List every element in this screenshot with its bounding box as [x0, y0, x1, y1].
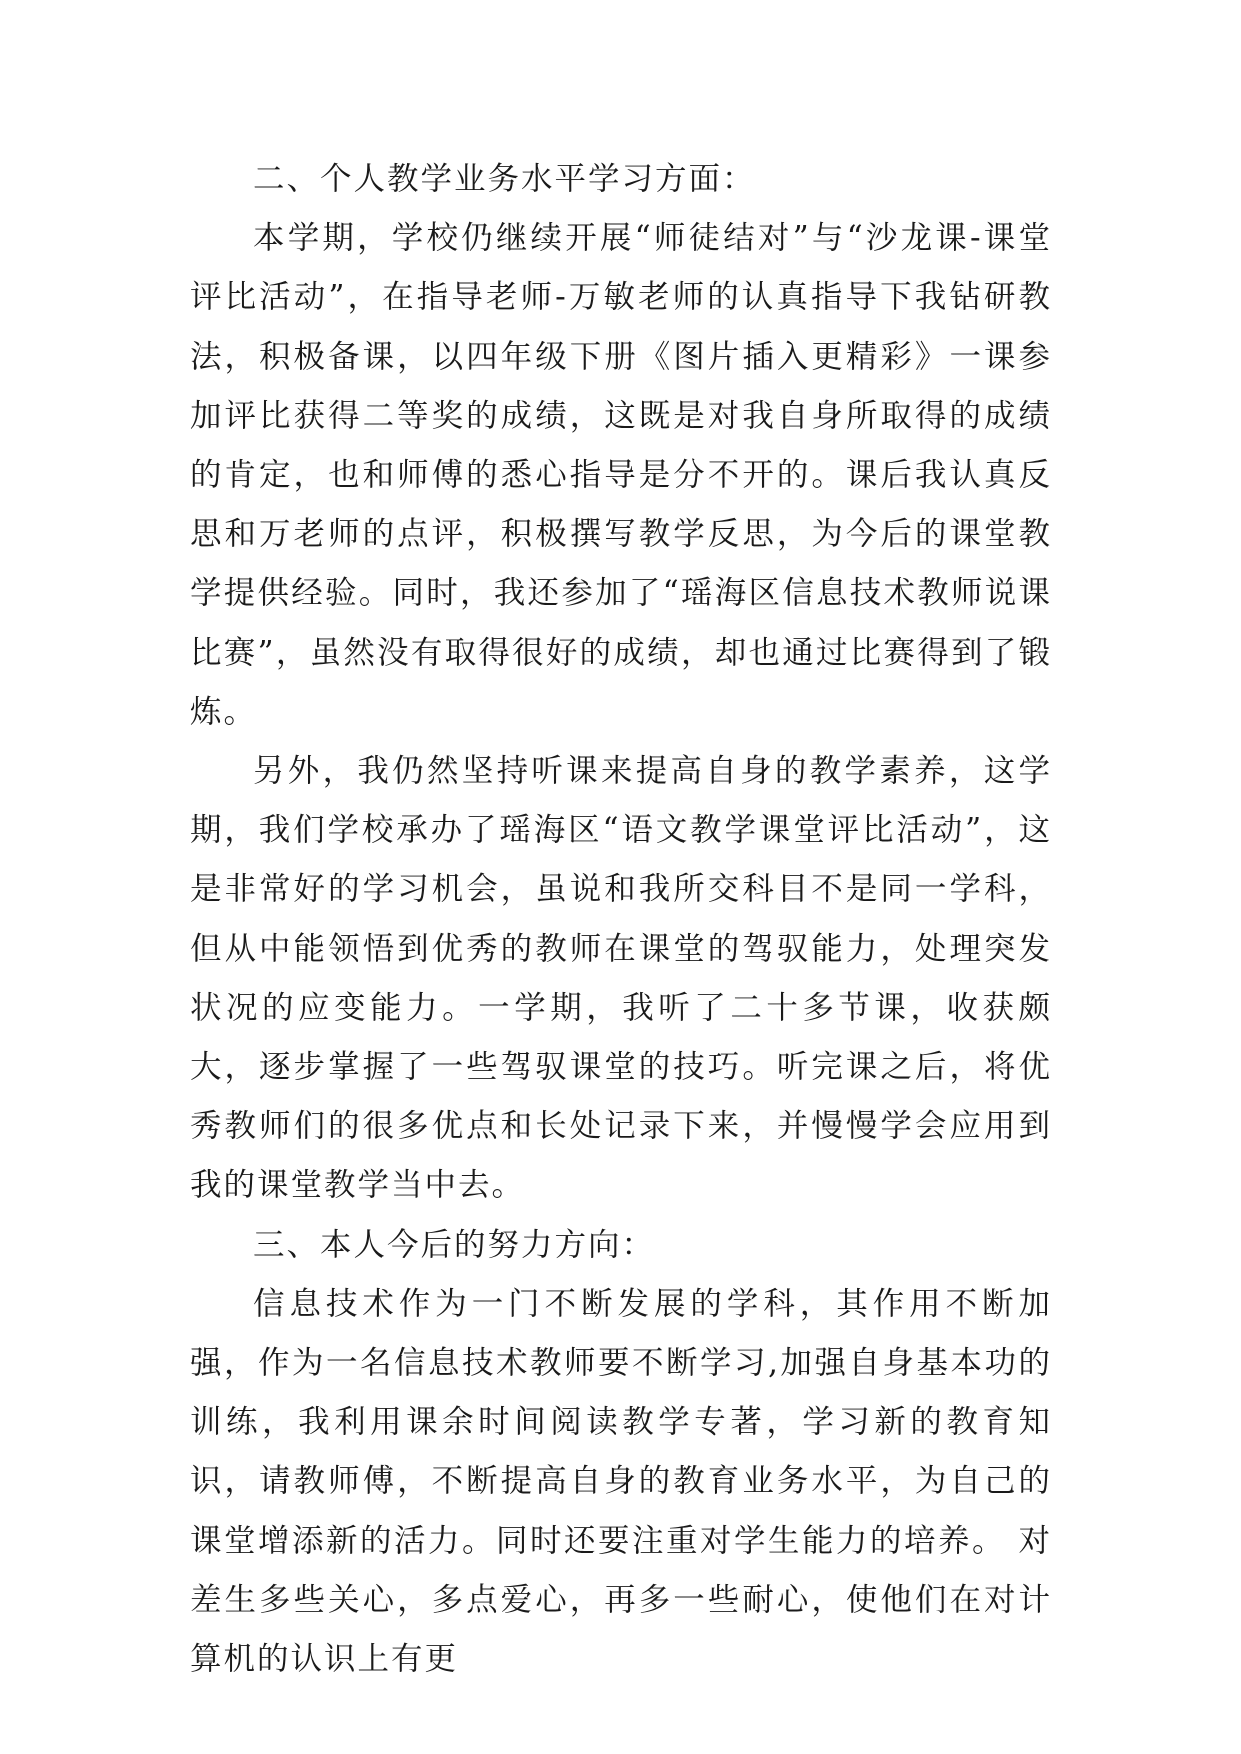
paragraph-mentorship: 本学期，学校仍继续开展“师徒结对”与“沙龙课-课堂评比活动”，在指导老师-万敏老师的认真指导下我钻研教法，积极备课，以四年级下册《图片插入更精彩》一课参加评比获得二等奖的成绩，这既是对我自身所取得的成绩的肯定，也和师傅的悉心指导是分不开的。课后我认真反思和万老师的点评，积极撰写教学反思，为今后的课堂教学提供经验。同时，我还参加了“瑶海区信息技术教师说课比赛”，虽然没有取得很好的成绩，却也通过比赛得到了锻炼。	[190, 220, 1052, 730]
paragraph-future-direction: 信息技术作为一门不断发展的学科，其作用不断加强，作为一名信息技术教师要不断学习,加强自身基本功的训练，我利用课余时间阅读教学专著，学习新的教育知识，请教师傅，不断提高自身的教育业务水平，为自己的课堂增添新的活力。同时还要注重对学生能力的培养。 对差生多些关心，多点爱心，再多一些耐心，使他们在对计算机的认识上有更	[190, 1285, 1052, 1678]
document-body	[190, 150, 1052, 1689]
section-heading-three: 三、本人今后的努力方向：	[253, 1226, 656, 1263]
paragraph-lesson-observation: 另外，我仍然坚持听课来提高自身的教学素养，这学期，我们学校承办了瑶海区“语文教学课堂评比活动”，这是非常好的学习机会，虽说和我所交科目不是同一学科，但从中能领悟到优秀的教师在课堂的驾驭能力，处理突发状况的应变能力。一学期，我听了二十多节课，收获颇大，逐步掌握了一些驾驭课堂的技巧。听完课之后，将优秀教师们的很多优点和长处记录下来，并慢慢学会应用到我的课堂教学当中去。	[190, 753, 1052, 1204]
section-heading-two: 二、个人教学业务水平学习方面：	[253, 161, 756, 197]
